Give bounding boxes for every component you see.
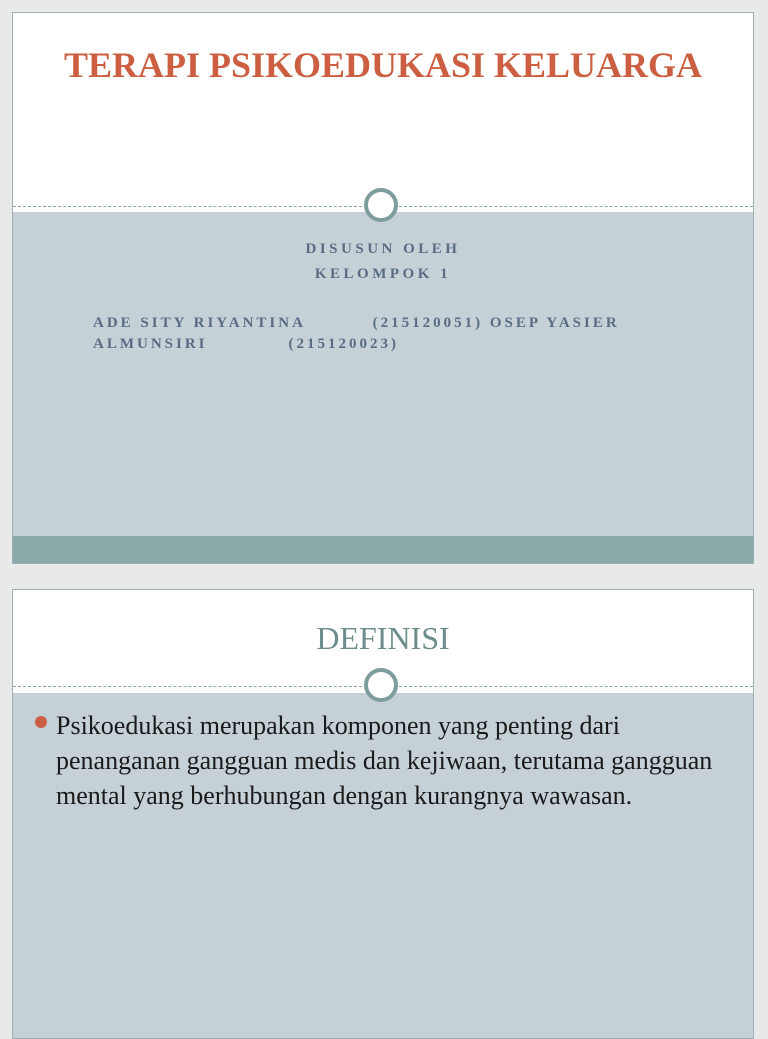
ring-ornament-icon (364, 668, 398, 702)
definition-text: Psikoedukasi merupakan komponen yang penting dari penanganan gangguan medis dan kejiwaan, terutama gangguan mental yang berhubungan dengan kurangnya wawasan. (56, 711, 713, 810)
slide-definition (12, 589, 754, 1039)
slide-header-area (13, 13, 753, 212)
group-label: KELOMPOK 1 (314, 266, 452, 282)
slide-title-text: TERAPI PSIKOEDUKASI KELUARGA (63, 45, 703, 85)
author-label: DISUSUN OLEH (305, 241, 461, 257)
slide-title (12, 12, 754, 564)
definition-title: DEFINISI (316, 620, 450, 656)
member-list: ADE SITY RIYANTINA (215120051) OSEP YASIER ALMUNSIRI (215120023) (93, 315, 626, 352)
ring-ornament-icon (364, 188, 398, 222)
footer-band (13, 536, 753, 563)
bullet-dot-icon (35, 716, 47, 728)
